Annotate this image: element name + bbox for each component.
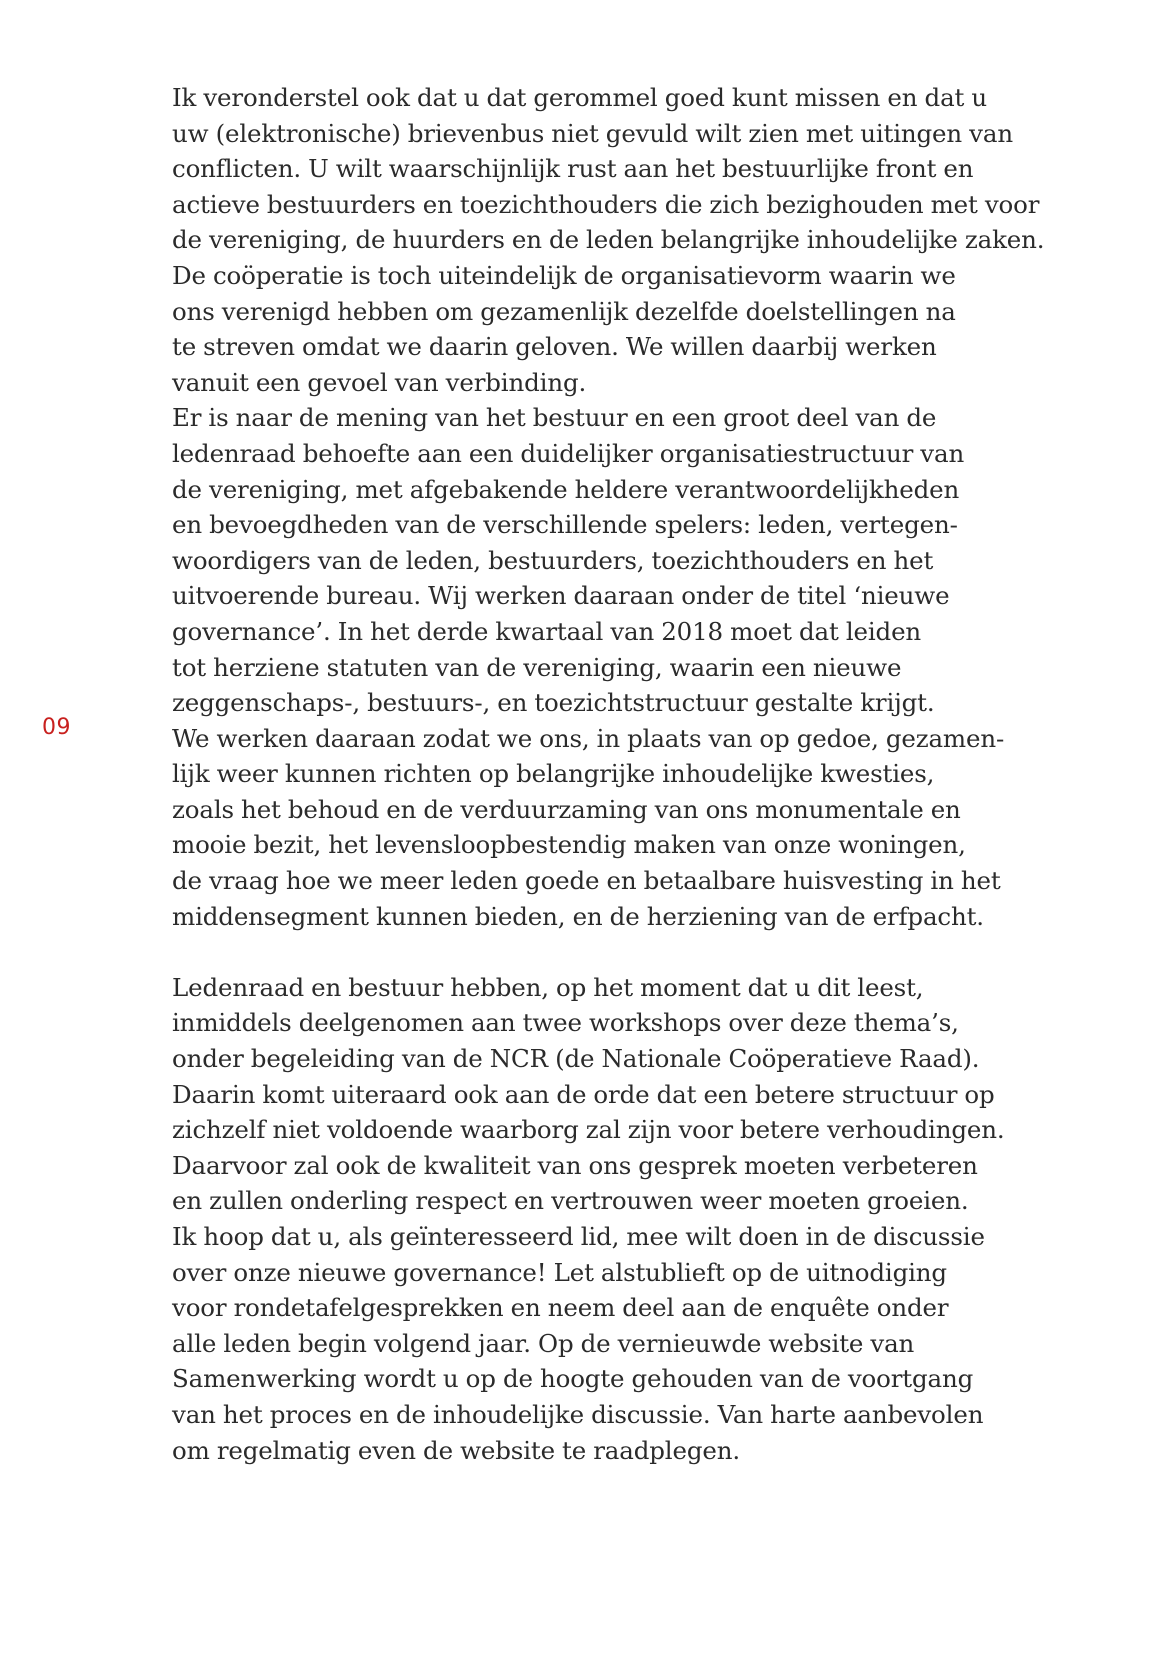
text-line: governance’. In het derde kwartaal van 2018 moet dat leiden (172, 616, 922, 646)
text-line: conflicten. U wilt waarschijnlijk rust aan het bestuurlijke front en (172, 154, 974, 184)
text-line: Samenwerking wordt u op de hoogte gehouden van de voortgang (172, 1364, 974, 1394)
paragraph-2 (172, 970, 1032, 1468)
text-line: vanuit een gevoel van verbinding. (172, 367, 587, 397)
text-line: om regelmatig even de website te raadplegen. (172, 1435, 740, 1465)
paragraph-spacer (172, 934, 1032, 970)
text-line: We werken daaraan zodat we ons, in plaats van op gedoe, gezamen- (172, 723, 1005, 753)
paragraph-1 (172, 80, 1045, 934)
text-line: en zullen onderling respect en vertrouwen weer moeten groeien. (172, 1186, 969, 1216)
text-line: Ik hoop dat u, als geïnteresseerd lid, mee wilt doen in de discussie (172, 1222, 985, 1251)
text-line: zeggenschaps-, bestuurs-, en toezichtstructuur gestalte krijgt. (172, 688, 935, 718)
text-line: De coöperatie is toch uiteindelijk de organisatievorm waarin we (172, 260, 956, 290)
text-line: en bevoegdheden van de verschillende spelers: leden, vertegen- (172, 510, 958, 540)
text-line: voor rondetafelgesprekken en neem deel aan de enquête onder (172, 1293, 949, 1323)
text-line: van het proces en de inhoudelijke discussie. Van harte aanbevolen (172, 1399, 984, 1429)
text-line: woordigers van de leden, bestuurders, toezichthouders en het (172, 545, 934, 575)
text-line: mooie bezit, het levensloopbestendig maken van onze woningen, (172, 830, 966, 860)
text-line: lijk weer kunnen richten op belangrijke inhoudelijke kwesties, (172, 759, 935, 789)
text-line: ledenraad behoefte aan een duidelijker organisatiestructuur van (172, 438, 965, 468)
text-line: de vereniging, met afgebakende heldere verantwoordelijkheden (172, 474, 960, 504)
text-line: middensegment kunnen bieden, en de herziening van de erfpacht. (172, 901, 984, 931)
text-line: Er is naar de mening van het bestuur en een groot deel van de (172, 403, 937, 433)
text-line: de vraag hoe we meer leden goede en betaalbare huisvesting in het (172, 866, 1001, 896)
text-line: Daarin komt uiteraard ook aan de orde dat een betere structuur op (172, 1079, 995, 1109)
text-line: alle leden begin volgend jaar. Op de vernieuwde website van (172, 1328, 915, 1358)
text-line: zoals het behoud en de verduurzaming van ons monumentale en (172, 794, 961, 824)
text-line: tot herziene statuten van de vereniging, waarin een nieuwe (172, 652, 902, 682)
text-line: actieve bestuurders en toezichthouders die zich bezighouden met voor (172, 189, 1040, 219)
text-line: Daarvoor zal ook de kwaliteit van ons gesprek moeten verbeteren (172, 1150, 978, 1180)
text-line: zichzelf niet voldoende waarborg zal zijn voor betere verhoudingen. (172, 1115, 1005, 1145)
text-line: te streven omdat we daarin geloven. We willen daarbij werken (172, 332, 937, 362)
text-line: over onze nieuwe governance! Let alstublieft op de uitnodiging (172, 1257, 947, 1287)
page-number: 09 (42, 715, 71, 740)
text-line: uitvoerende bureau. Wij werken daaraan onder de titel ‘nieuwe (172, 581, 950, 611)
text-line: ons verenigd hebben om gezamenlijk dezelfde doelstellingen na (172, 296, 956, 326)
text-line: Ledenraad en bestuur hebben, op het moment dat u dit leest, (172, 972, 924, 1002)
text-line: de vereniging, de huurders en de leden belangrijke inhoudelijke zaken. (172, 225, 1045, 255)
text-line: Ik veronderstel ook dat u dat gerommel goed kunt missen en dat u (172, 83, 987, 112)
text-line: inmiddels deelgenomen aan twee workshops over deze thema’s, (172, 1008, 959, 1038)
body-text (172, 80, 1045, 1468)
text-line: onder begeleiding van de NCR (de Nationale Coöperatieve Raad). (172, 1044, 980, 1074)
text-line: uw (elektronische) brievenbus niet gevuld wilt zien met uitingen van (172, 118, 1013, 148)
